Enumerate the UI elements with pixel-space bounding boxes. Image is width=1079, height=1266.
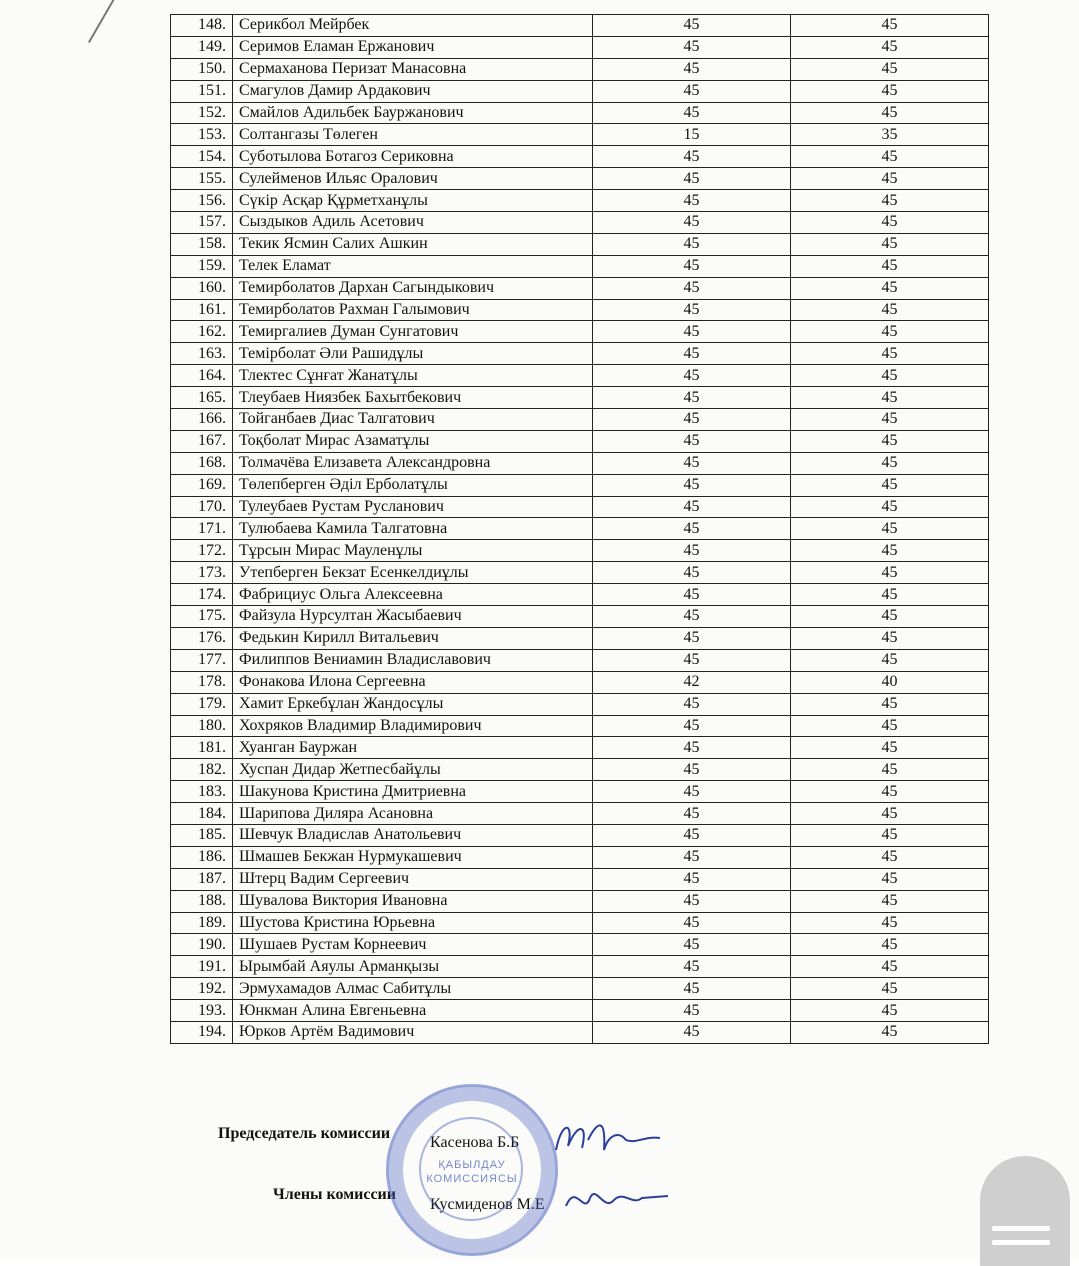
student-name: Юнкман Алина Евгеньевна xyxy=(233,1000,593,1022)
score-2: 45 xyxy=(791,387,989,409)
score-2: 45 xyxy=(791,343,989,365)
score-2: 45 xyxy=(791,277,989,299)
score-2: 45 xyxy=(791,146,989,168)
score-1: 45 xyxy=(593,912,791,934)
score-2: 45 xyxy=(791,606,989,628)
table-row xyxy=(171,1000,989,1022)
score-1: 45 xyxy=(593,277,791,299)
student-name: Эрмухамадов Алмас Сабитұлы xyxy=(233,978,593,1000)
table-row xyxy=(171,212,989,234)
row-number: 173. xyxy=(171,562,233,584)
table-row xyxy=(171,255,989,277)
chair-signature xyxy=(548,1110,668,1170)
row-number: 160. xyxy=(171,277,233,299)
student-name: Темирболатов Рахман Галымович xyxy=(233,299,593,321)
score-1: 45 xyxy=(593,518,791,540)
score-1: 45 xyxy=(593,168,791,190)
chair-name: Касенова Б.Б xyxy=(430,1134,520,1151)
table-row xyxy=(171,387,989,409)
student-name: Юрков Артём Вадимович xyxy=(233,1021,593,1043)
student-name: Тұрсын Мирас Мауленұлы xyxy=(233,540,593,562)
score-1: 45 xyxy=(593,102,791,124)
score-2: 45 xyxy=(791,584,989,606)
table-row xyxy=(171,58,989,80)
student-name: Серикбол Мейрбек xyxy=(233,15,593,37)
row-number: 161. xyxy=(171,299,233,321)
table-row xyxy=(171,627,989,649)
student-name: Шувалова Виктория Ивановна xyxy=(233,890,593,912)
row-number: 158. xyxy=(171,233,233,255)
student-name: Сермаханова Перизат Манасовна xyxy=(233,58,593,80)
score-1: 45 xyxy=(593,649,791,671)
score-1: 45 xyxy=(593,496,791,518)
score-1: 45 xyxy=(593,452,791,474)
row-number: 159. xyxy=(171,255,233,277)
table-row xyxy=(171,518,989,540)
row-number: 176. xyxy=(171,627,233,649)
score-1: 45 xyxy=(593,343,791,365)
score-1: 45 xyxy=(593,233,791,255)
student-name: Файзула Нурсултан Жасыбаевич xyxy=(233,606,593,628)
results-table-body xyxy=(171,15,989,1044)
score-2: 45 xyxy=(791,168,989,190)
table-row xyxy=(171,102,989,124)
score-1: 45 xyxy=(593,1000,791,1022)
row-number: 166. xyxy=(171,409,233,431)
score-1: 45 xyxy=(593,584,791,606)
score-1: 45 xyxy=(593,846,791,868)
score-2: 45 xyxy=(791,824,989,846)
score-1: 45 xyxy=(593,956,791,978)
score-2: 45 xyxy=(791,80,989,102)
row-number: 188. xyxy=(171,890,233,912)
score-1: 45 xyxy=(593,890,791,912)
table-row xyxy=(171,233,989,255)
row-number: 191. xyxy=(171,956,233,978)
score-2: 45 xyxy=(791,102,989,124)
score-2: 45 xyxy=(791,934,989,956)
score-2: 45 xyxy=(791,978,989,1000)
student-name: Смагулов Дамир Ардакович xyxy=(233,80,593,102)
score-2: 45 xyxy=(791,868,989,890)
table-row xyxy=(171,146,989,168)
score-2: 45 xyxy=(791,846,989,868)
student-name: Смайлов Адильбек Бауржанович xyxy=(233,102,593,124)
table-row xyxy=(171,912,989,934)
table-row xyxy=(171,562,989,584)
student-name: Тойганбаев Диас Талгатович xyxy=(233,409,593,431)
table-row xyxy=(171,649,989,671)
student-name: Телек Еламат xyxy=(233,255,593,277)
table-row xyxy=(171,321,989,343)
student-name: Толмачёва Елизавета Александровна xyxy=(233,452,593,474)
student-name: Фонакова Илона Сергеевна xyxy=(233,671,593,693)
student-name: Солтангазы Төлеген xyxy=(233,124,593,146)
score-1: 45 xyxy=(593,190,791,212)
student-name: Тлеубаев Ниязбек Бахытбекович xyxy=(233,387,593,409)
row-number: 163. xyxy=(171,343,233,365)
table-row xyxy=(171,934,989,956)
student-name: Утепберген Бекзат Есенкелдиұлы xyxy=(233,562,593,584)
row-number: 174. xyxy=(171,584,233,606)
table-row xyxy=(171,299,989,321)
row-number: 165. xyxy=(171,387,233,409)
score-2: 45 xyxy=(791,803,989,825)
score-1: 45 xyxy=(593,606,791,628)
student-name: Темірболат Әли Рашидұлы xyxy=(233,343,593,365)
student-name: Серимов Еламан Ержанович xyxy=(233,36,593,58)
score-1: 45 xyxy=(593,737,791,759)
score-1: 45 xyxy=(593,759,791,781)
score-2: 45 xyxy=(791,562,989,584)
student-name: Шмашев Бекжан Нурмукашевич xyxy=(233,846,593,868)
score-1: 42 xyxy=(593,671,791,693)
row-number: 153. xyxy=(171,124,233,146)
table-row xyxy=(171,365,989,387)
student-name: Ырымбай Аяулы Арманқызы xyxy=(233,956,593,978)
score-1: 45 xyxy=(593,868,791,890)
score-2: 45 xyxy=(791,518,989,540)
menu-bar-icon xyxy=(992,1226,1050,1231)
table-row xyxy=(171,496,989,518)
score-2: 45 xyxy=(791,890,989,912)
score-1: 45 xyxy=(593,58,791,80)
student-name: Тулеубаев Рустам Русланович xyxy=(233,496,593,518)
score-2: 45 xyxy=(791,627,989,649)
stamp-text-line1: ҚАБЫЛДАУ xyxy=(438,1159,506,1171)
results-table xyxy=(170,14,989,1044)
student-name: Темиргалиев Думан Сунгатович xyxy=(233,321,593,343)
table-row xyxy=(171,824,989,846)
row-number: 182. xyxy=(171,759,233,781)
score-2: 45 xyxy=(791,430,989,452)
student-name: Сыздыков Адиль Асетович xyxy=(233,212,593,234)
student-name: Хуанган Бауржан xyxy=(233,737,593,759)
score-2: 45 xyxy=(791,474,989,496)
score-2: 45 xyxy=(791,759,989,781)
score-2: 45 xyxy=(791,540,989,562)
row-number: 180. xyxy=(171,715,233,737)
score-1: 45 xyxy=(593,934,791,956)
row-number: 181. xyxy=(171,737,233,759)
table-row xyxy=(171,671,989,693)
row-number: 152. xyxy=(171,102,233,124)
score-2: 45 xyxy=(791,737,989,759)
student-name: Фабрициус Ольга Алексеевна xyxy=(233,584,593,606)
row-number: 149. xyxy=(171,36,233,58)
score-1: 45 xyxy=(593,803,791,825)
student-name: Суботылова Ботагоз Сериковна xyxy=(233,146,593,168)
score-2: 45 xyxy=(791,15,989,37)
table-row xyxy=(171,978,989,1000)
row-number: 190. xyxy=(171,934,233,956)
student-name: Шустова Кристина Юрьевна xyxy=(233,912,593,934)
score-2: 45 xyxy=(791,649,989,671)
score-1: 45 xyxy=(593,430,791,452)
table-row xyxy=(171,759,989,781)
score-2: 45 xyxy=(791,452,989,474)
student-name: Шевчук Владислав Анатольевич xyxy=(233,824,593,846)
score-2: 45 xyxy=(791,190,989,212)
student-name: Тулюбаева Камила Талгатовна xyxy=(233,518,593,540)
score-2: 45 xyxy=(791,255,989,277)
student-name: Темирболатов Дархан Сагындыкович xyxy=(233,277,593,299)
table-row xyxy=(171,868,989,890)
row-number: 164. xyxy=(171,365,233,387)
score-1: 45 xyxy=(593,36,791,58)
row-number: 167. xyxy=(171,430,233,452)
student-name: Шушаев Рустам Корнеевич xyxy=(233,934,593,956)
score-2: 45 xyxy=(791,1021,989,1043)
row-number: 155. xyxy=(171,168,233,190)
student-name: Текик Ясмин Салих Ашкин xyxy=(233,233,593,255)
table-row xyxy=(171,15,989,37)
score-1: 45 xyxy=(593,540,791,562)
score-2: 35 xyxy=(791,124,989,146)
row-number: 186. xyxy=(171,846,233,868)
score-1: 45 xyxy=(593,824,791,846)
student-name: Филиппов Вениамин Владиславович xyxy=(233,649,593,671)
score-2: 45 xyxy=(791,496,989,518)
members-label: Члены комиссии xyxy=(273,1186,396,1203)
score-1: 45 xyxy=(593,781,791,803)
table-row xyxy=(171,803,989,825)
score-2: 45 xyxy=(791,956,989,978)
table-row xyxy=(171,1021,989,1043)
row-number: 192. xyxy=(171,978,233,1000)
score-2: 45 xyxy=(791,715,989,737)
row-number: 187. xyxy=(171,868,233,890)
menu-bar-icon xyxy=(992,1240,1050,1245)
row-number: 151. xyxy=(171,80,233,102)
student-name: Тлектес Сұнғат Жанатұлы xyxy=(233,365,593,387)
table-row xyxy=(171,606,989,628)
score-2: 45 xyxy=(791,781,989,803)
row-number: 148. xyxy=(171,15,233,37)
row-number: 156. xyxy=(171,190,233,212)
score-2: 45 xyxy=(791,365,989,387)
table-row xyxy=(171,846,989,868)
score-1: 45 xyxy=(593,409,791,431)
score-1: 45 xyxy=(593,212,791,234)
student-name: Штерц Вадим Сергеевич xyxy=(233,868,593,890)
score-1: 45 xyxy=(593,474,791,496)
row-number: 168. xyxy=(171,452,233,474)
row-number: 185. xyxy=(171,824,233,846)
score-2: 45 xyxy=(791,299,989,321)
table-row xyxy=(171,890,989,912)
row-number: 172. xyxy=(171,540,233,562)
table-row xyxy=(171,584,989,606)
table-row xyxy=(171,36,989,58)
score-1: 45 xyxy=(593,255,791,277)
student-name: Тоқболат Мирас Азаматұлы xyxy=(233,430,593,452)
table-row xyxy=(171,540,989,562)
score-1: 45 xyxy=(593,321,791,343)
row-number: 169. xyxy=(171,474,233,496)
score-1: 45 xyxy=(593,1021,791,1043)
student-name: Төлепберген Әділ Ерболатұлы xyxy=(233,474,593,496)
row-number: 170. xyxy=(171,496,233,518)
table-row xyxy=(171,124,989,146)
student-name: Шарипова Диляра Асановна xyxy=(233,803,593,825)
score-1: 45 xyxy=(593,365,791,387)
student-name: Хуспан Дидар Жетпесбайұлы xyxy=(233,759,593,781)
row-number: 179. xyxy=(171,693,233,715)
row-number: 184. xyxy=(171,803,233,825)
student-name: Хамит Еркебұлан Жандосұлы xyxy=(233,693,593,715)
table-row xyxy=(171,277,989,299)
score-2: 45 xyxy=(791,409,989,431)
table-row xyxy=(171,693,989,715)
table-row xyxy=(171,409,989,431)
score-1: 45 xyxy=(593,562,791,584)
row-number: 193. xyxy=(171,1000,233,1022)
score-2: 45 xyxy=(791,212,989,234)
commission-stamp xyxy=(386,1084,558,1256)
menu-button[interactable] xyxy=(980,1156,1070,1266)
table-row xyxy=(171,474,989,496)
stamp-text-line2: КОМИССИЯСЫ xyxy=(426,1173,518,1185)
chair-label: Председатель комиссии xyxy=(218,1125,391,1142)
row-number: 189. xyxy=(171,912,233,934)
row-number: 162. xyxy=(171,321,233,343)
score-2: 40 xyxy=(791,671,989,693)
table-row xyxy=(171,343,989,365)
member-signature xyxy=(560,1176,670,1226)
row-number: 157. xyxy=(171,212,233,234)
score-2: 45 xyxy=(791,58,989,80)
score-1: 45 xyxy=(593,978,791,1000)
student-name: Федькин Кирилл Витальевич xyxy=(233,627,593,649)
score-1: 45 xyxy=(593,627,791,649)
row-number: 177. xyxy=(171,649,233,671)
page-edge-line xyxy=(88,0,120,43)
score-2: 45 xyxy=(791,912,989,934)
table-row xyxy=(171,190,989,212)
score-1: 45 xyxy=(593,299,791,321)
student-name: Сулейменов Ильяс Оралович xyxy=(233,168,593,190)
score-1: 45 xyxy=(593,80,791,102)
student-name: Сүкір Асқар Құрметханұлы xyxy=(233,190,593,212)
row-number: 178. xyxy=(171,671,233,693)
score-2: 45 xyxy=(791,693,989,715)
table-row xyxy=(171,452,989,474)
score-2: 45 xyxy=(791,321,989,343)
score-1: 45 xyxy=(593,715,791,737)
table-row xyxy=(171,737,989,759)
row-number: 194. xyxy=(171,1021,233,1043)
score-2: 45 xyxy=(791,233,989,255)
score-2: 45 xyxy=(791,36,989,58)
row-number: 171. xyxy=(171,518,233,540)
row-number: 175. xyxy=(171,606,233,628)
table-row xyxy=(171,781,989,803)
score-1: 45 xyxy=(593,146,791,168)
table-row xyxy=(171,430,989,452)
table-row xyxy=(171,80,989,102)
student-name: Хохряков Владимир Владимирович xyxy=(233,715,593,737)
row-number: 150. xyxy=(171,58,233,80)
score-1: 45 xyxy=(593,15,791,37)
score-1: 45 xyxy=(593,693,791,715)
student-name: Шакунова Кристина Дмитриевна xyxy=(233,781,593,803)
score-2: 45 xyxy=(791,1000,989,1022)
member-name: Кусмиденов М.Е xyxy=(430,1196,545,1213)
row-number: 154. xyxy=(171,146,233,168)
table-row xyxy=(171,168,989,190)
table-row xyxy=(171,956,989,978)
row-number: 183. xyxy=(171,781,233,803)
score-1: 45 xyxy=(593,387,791,409)
table-row xyxy=(171,715,989,737)
score-1: 15 xyxy=(593,124,791,146)
